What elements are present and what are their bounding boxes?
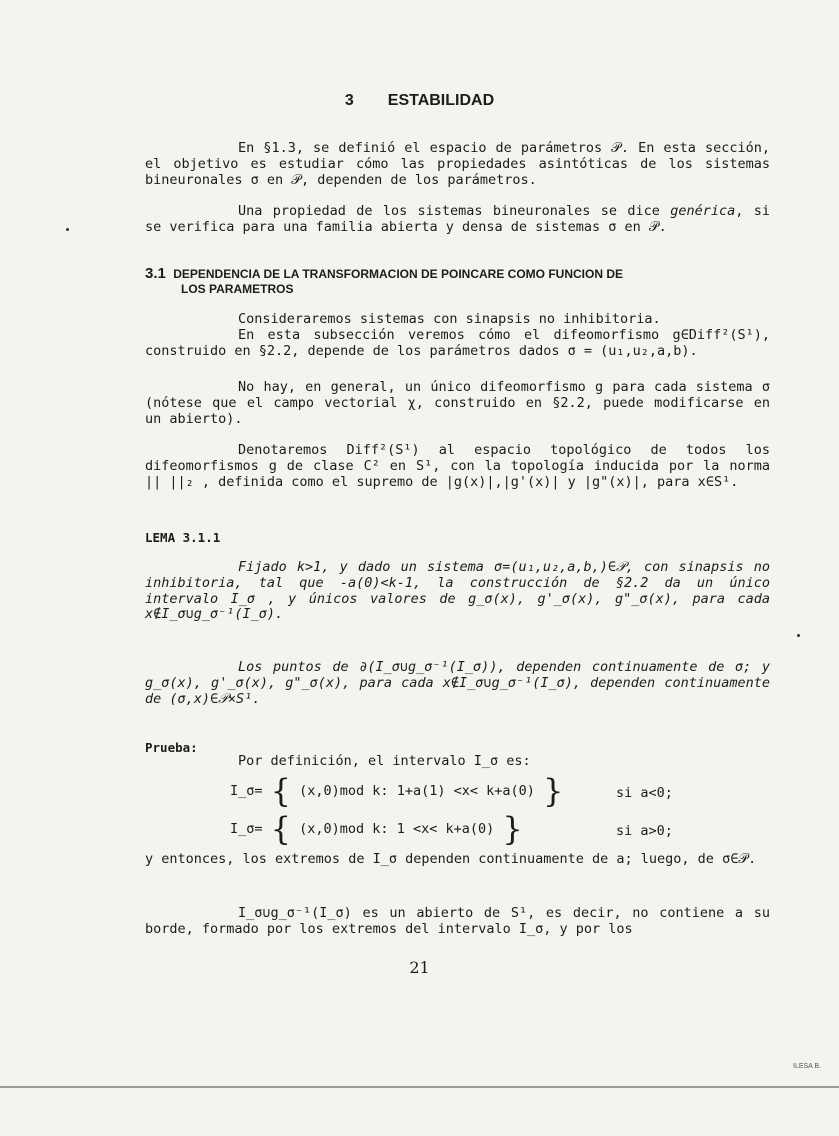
- section-title-line1: DEPENDENCIA DE LA TRANSFORMACION DE POINCARE COMO FUNCION DE: [173, 267, 623, 281]
- right-brace-icon: }: [543, 772, 564, 810]
- section-number: 3.1: [145, 265, 166, 282]
- equation-1: [230, 772, 564, 810]
- section-heading: [145, 266, 770, 297]
- left-brace-icon: {: [270, 810, 292, 848]
- chapter-title-text: ESTABILIDAD: [387, 92, 495, 109]
- prueba-paragraph: Por definición, el intervalo I_σ es:: [238, 753, 531, 769]
- eq1-lhs: I_σ=: [230, 783, 263, 799]
- intro-paragraph-2: [145, 204, 770, 236]
- right-brace-icon: }: [502, 810, 523, 848]
- section-title-line2: LOS PARAMETROS: [181, 282, 294, 296]
- eq1-condition: si a<0;: [616, 785, 673, 801]
- paragraph-no-hay: No hay, en general, un único difeomorfismo g para cada sistema σ (nótese que el campo vectorial χ, construido en §2.2, puede modificarse en un abierto).: [145, 379, 770, 427]
- prueba-label: Prueba:: [145, 740, 198, 755]
- paragraph-consider: Consideraremos sistemas con sinapsis no inhibitoria.: [238, 311, 661, 327]
- eq2-body: (x,0)mod k: 1 <x< k+a(0): [299, 821, 495, 837]
- intro-p2-emphasis: genérica: [670, 203, 736, 219]
- intro-p2-post: , si se verifica para una familia abierta y densa de sistemas σ en 𝒫.: [145, 203, 770, 235]
- intro-paragraph-1: En §1.3, se definió el espacio de parámetros 𝒫. En esta sección, el objetivo es estudiar cómo las propiedades asintóticas de los sistemas bineuronales σ en 𝒫, dependen de los parámetros.: [145, 140, 770, 188]
- corner-mark: ILESA B.: [793, 1063, 822, 1070]
- scan-speck: [797, 634, 800, 637]
- paragraph-subsection: En esta subsección veremos cómo el difeomorfismo g∈Diff²(S¹), construido en §2.2, depende de los parámetros dados σ = (u₁,u₂,a,b).: [145, 327, 770, 359]
- lema-label: LEMA 3.1.1: [145, 530, 221, 545]
- paragraph-entonces: y entonces, los extremos de I_σ dependen continuamente de a; luego, de σ∈𝒫.: [145, 851, 757, 867]
- lema-paragraph-1: Fijado k>1, y dado un sistema σ=(u₁,u₂,a,b,)∈𝒫, con sinapsis no inhibitoria, tal que -a(0)<k-1, la construcción de §2.2 da un único intervalo I_σ , y únicos valores de g_σ(x), g'_σ(x), g"_σ(x), para cada x∉I_σ∪g_σ⁻¹(I_σ).: [145, 559, 770, 623]
- chapter-title: [0, 92, 839, 110]
- chapter-number: 3: [344, 92, 354, 109]
- eq2-condition: si a>0;: [616, 823, 673, 839]
- equation-2: [230, 810, 523, 848]
- scan-edge-divider: [0, 1086, 839, 1088]
- eq1-body: (x,0)mod k: 1+a(1) <x< k+a(0): [299, 783, 535, 799]
- page-number: 21: [409, 958, 430, 977]
- intro-p2-pre: Una propiedad de los sistemas bineuronales se dice: [238, 203, 671, 219]
- left-brace-icon: {: [270, 772, 292, 810]
- paragraph-denotaremos: Denotaremos Diff²(S¹) al espacio topológico de todos los difeomorfismos g de clase C² en S¹, con la topología inducida por la norma || ||₂ , definida como el supremo de |g(x)|,|g'(x)| y |g"(x)|, para x∈S¹.: [145, 442, 770, 490]
- lema-paragraph-2: Los puntos de ∂(I_σ∪g_σ⁻¹(I_σ)), dependen continuamente de σ; y g_σ(x), g'_σ(x), g"_σ(x), para cada x∉I_σ∪g_σ⁻¹(I_σ), dependen continuamente de (σ,x)∈𝒫×S¹.: [145, 659, 770, 707]
- scan-speck: [66, 228, 69, 231]
- paragraph-abierto: I_σ∪g_σ⁻¹(I_σ) es un abierto de S¹, es decir, no contiene a su borde, formado por los extremos del intervalo I_σ, y por los: [145, 905, 770, 937]
- eq2-lhs: I_σ=: [230, 821, 263, 837]
